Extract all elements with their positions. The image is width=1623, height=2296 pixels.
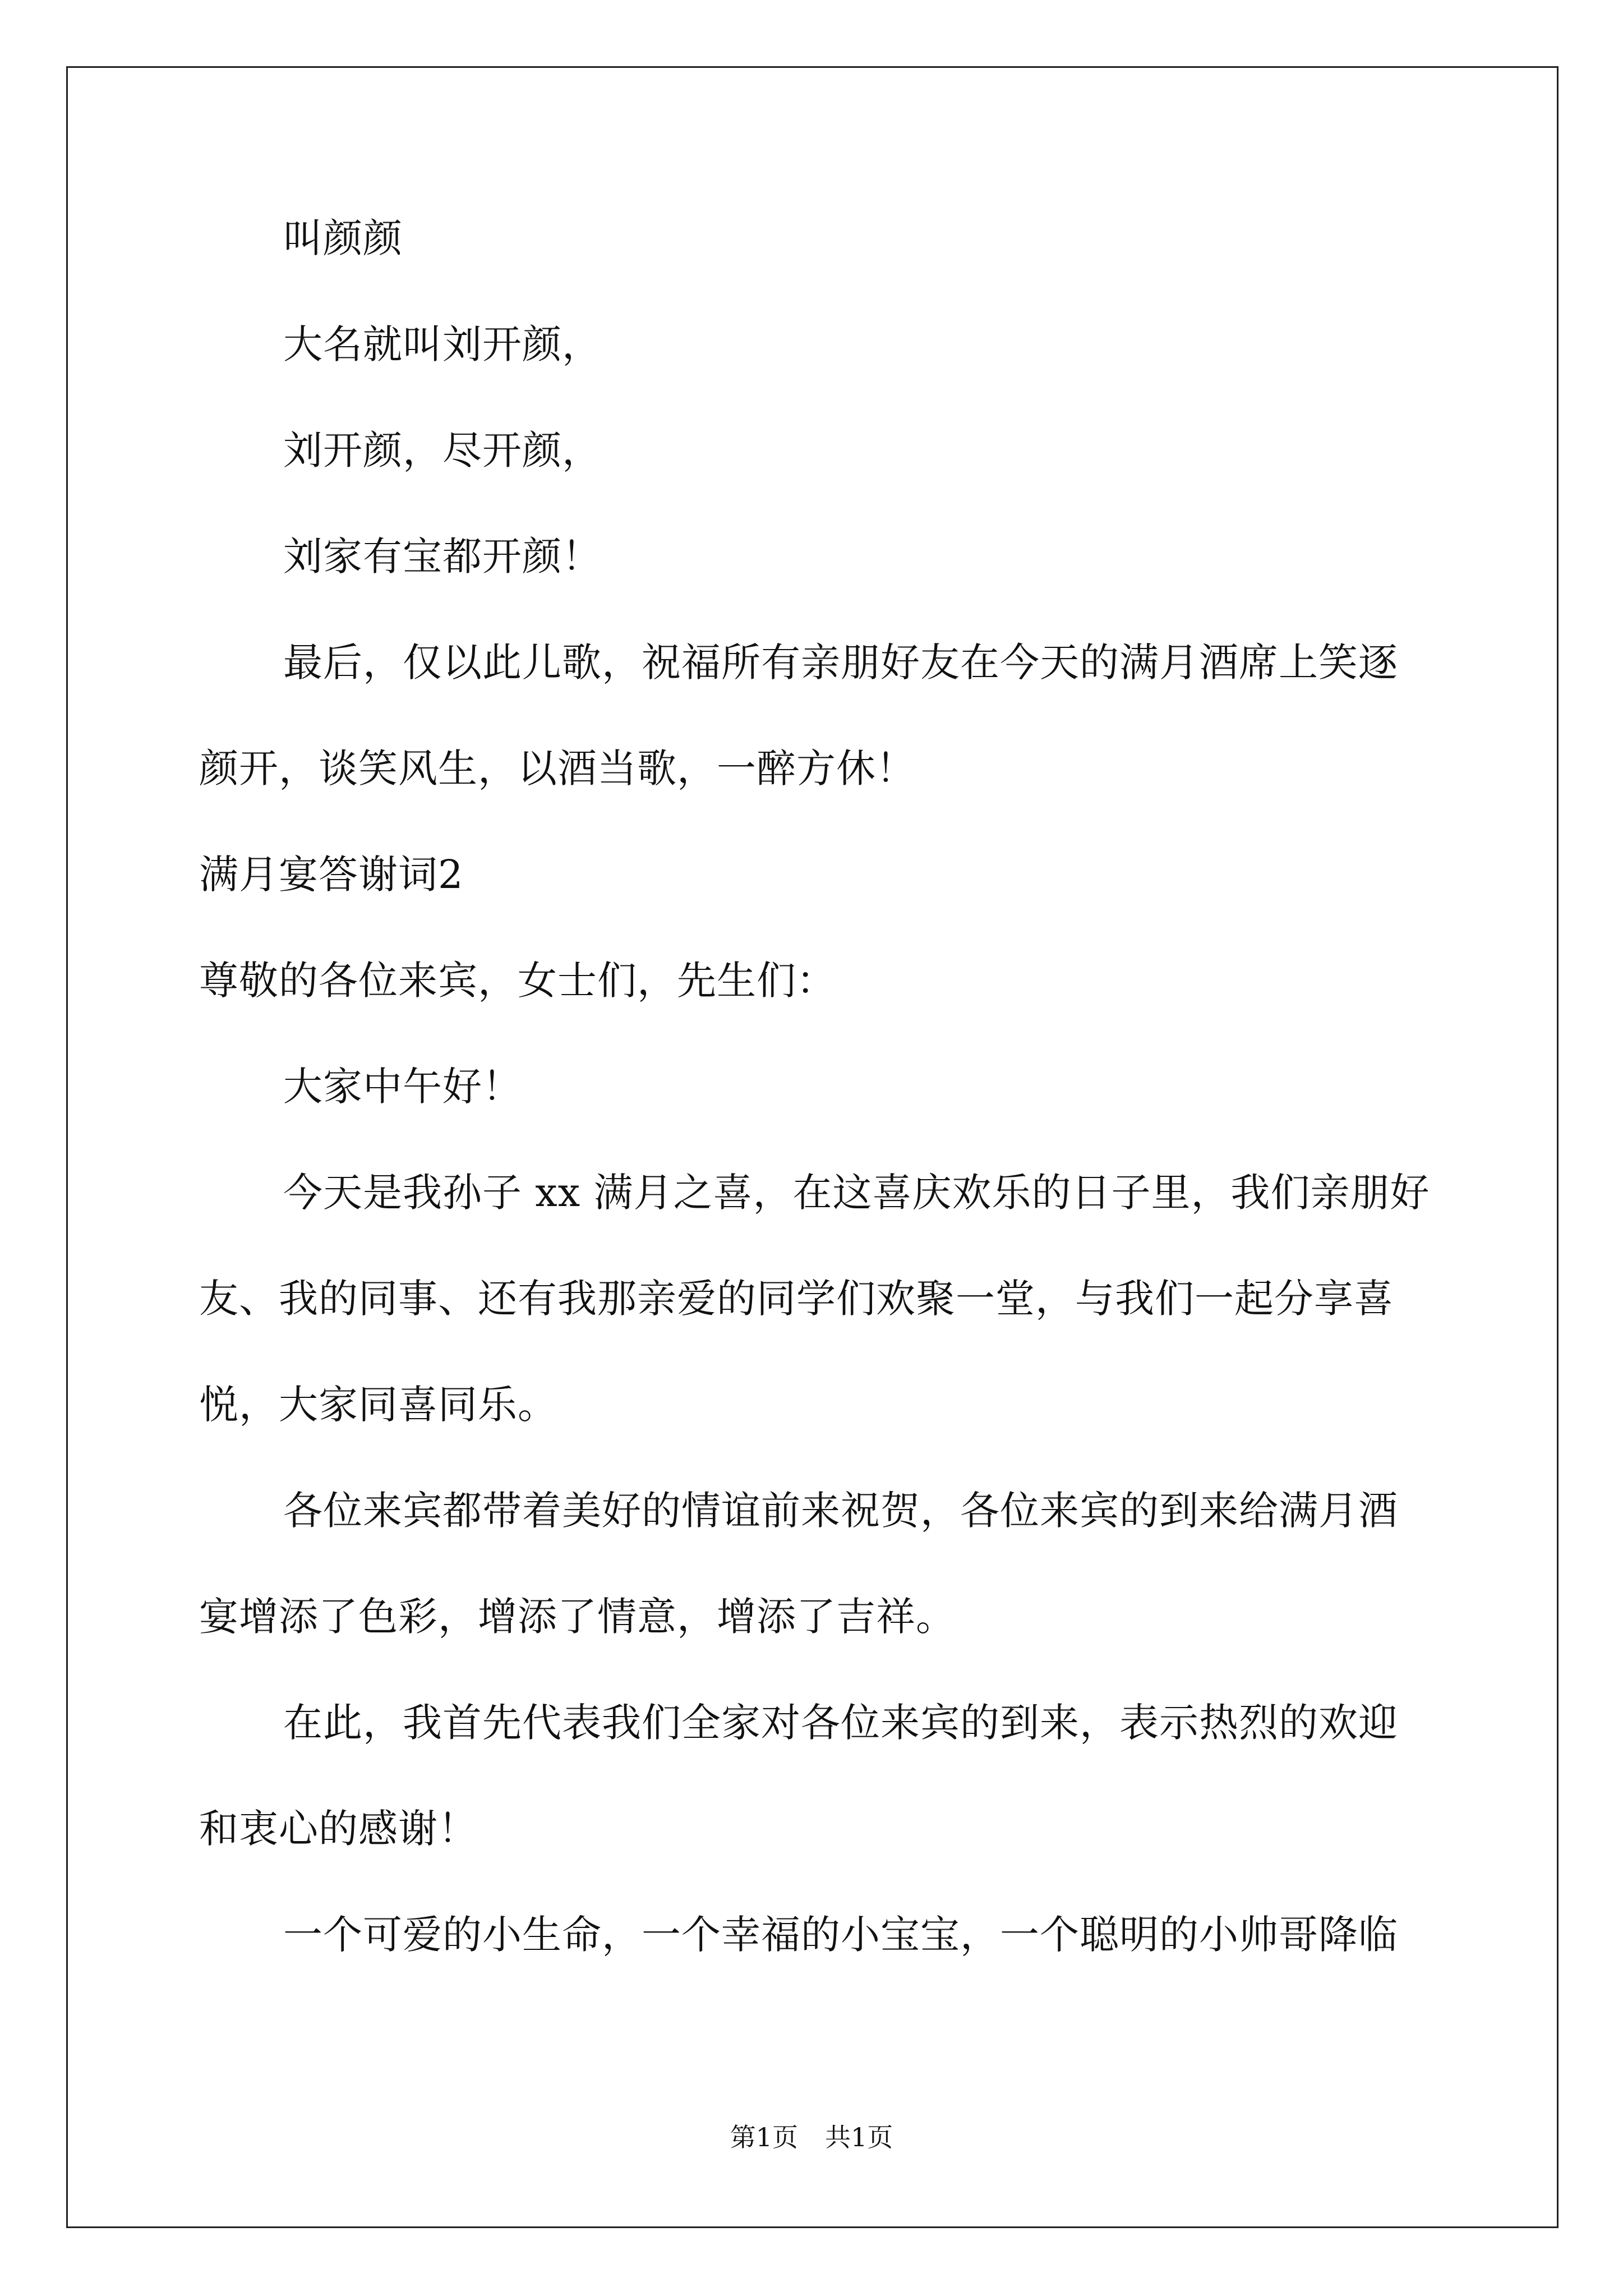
page-total: 共1页 [825, 2122, 893, 2152]
text-line: 和衷心的感谢！ [199, 1806, 478, 1852]
text-line: 今天是我孙子 xx 满月之喜，在这喜庆欢乐的日子里，我们亲朋好 [283, 1170, 1430, 1216]
salutation: 尊敬的各位来宾，女士们，先生们： [199, 958, 836, 1004]
text-line: 友、我的同事、还有我那亲爱的同学们欢聚一堂，与我们一起分享喜 [199, 1276, 1394, 1322]
text-line: 悦，大家同喜同乐。 [199, 1382, 557, 1428]
text-line: 在此，我首先代表我们全家对各位来宾的到来，表示热烈的欢迎 [283, 1700, 1398, 1746]
page-footer [0, 2120, 1623, 2154]
text-line: 一个可爱的小生命，一个幸福的小宝宝，一个聪明的小帅哥降临 [283, 1912, 1398, 1958]
text-line: 大家中午好！ [283, 1064, 522, 1110]
section-heading: 满月宴答谢词2 [199, 852, 464, 898]
text-line: 宴增添了色彩，增添了情意，增添了吉祥。 [199, 1594, 956, 1640]
text-line: 叫颜颜 [283, 215, 403, 261]
page-border [66, 66, 1559, 2228]
text-line: 最后，仅以此儿歌，祝福所有亲朋好友在今天的满月酒席上笑逐 [283, 639, 1398, 685]
text-line: 颜开，谈笑风生，以酒当歌，一醉方休！ [199, 746, 916, 792]
text-line: 各位来宾都带着美好的情谊前来祝贺，各位来宾的到来给满月酒 [283, 1488, 1398, 1534]
text-line: 刘家有宝都开颜！ [283, 533, 602, 579]
text-line: 大名就叫刘开颜， [283, 321, 602, 367]
text-line: 刘开颜，尽开颜， [283, 427, 602, 473]
page-number: 第1页 [730, 2122, 798, 2152]
